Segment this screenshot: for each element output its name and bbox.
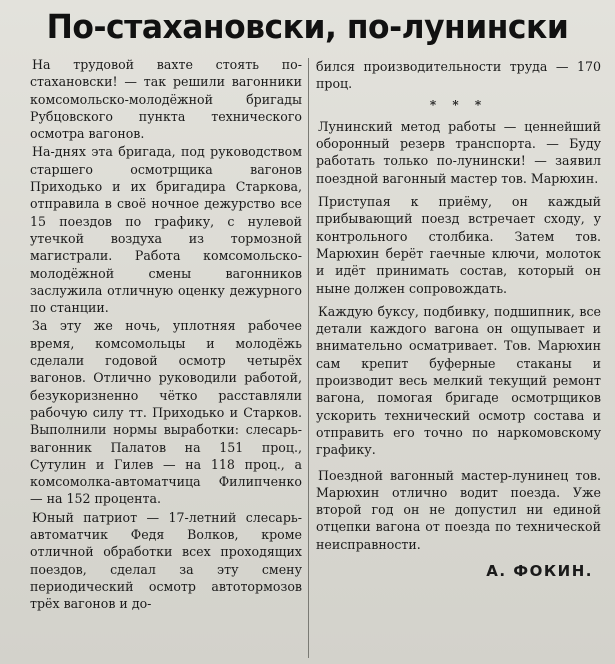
paragraph-continuation: бился производительности труда — 170 проц.: [316, 59, 601, 92]
paragraph: Каждую буксу, подбивку, подшипник, все детали каждого вагона он ощупывает и внимательно осматривает. Тов. Марюхин сам крепит буферные стаканы и производит весь мелкий текущий ремонт вагона, помогая бригаде осмотрщиков ускорить технический осмотр состава и отправить его точно по наркомовскому графику.: [316, 303, 601, 458]
column-divider: [308, 58, 309, 658]
left-column: [30, 56, 302, 613]
paragraph: Юный патриот — 17-летний слесарь-автоматчик Федя Волков, кроме отличной обработки всех проходящих поездов, сделал за эту смену периодический осмотр автотормозов трёх вагонов и до-: [30, 509, 302, 612]
section-separator: * * *: [429, 97, 488, 112]
author-signature: А. ФОКИН.: [486, 562, 593, 581]
paragraph: Приступая к приёму, он каждый прибывающий поезд встречает сходу, у контрольного столбика. Затем тов. Марюхин берёт гаечные ключи, молоток и идёт принимать состав, который он ныне должен сопровождать.: [316, 194, 601, 296]
paragraph: Лунинский метод работы — ценнейший оборонный резерв транспорта. — Буду работать только по-лунински! — заявил поездной вагонный мастер тов. Марюхин.: [316, 118, 601, 186]
paragraph: За эту же ночь, уплотняя рабочее время, комсомольцы и молодёжь сделали годовой осмотр четырёх вагонов. Отлично руководили работой, безукоризненно чётко расставляли рабочую силу тт. Приходько и Старков. Выполнили нормы выработки: слесарь-вагонник Палатов на 151 проц., Сутулин и Гилев — на 118 проц., а комсомолка-автоматчица Филипченко — на 152 процента.: [30, 318, 302, 507]
right-column: [316, 58, 601, 580]
paragraph: На-днях эта бригада, под руководством старшего осмотрщика вагонов Приходько и их бригадира Старкова, отправила в своё ночное дежурство все 15 поездов по графику, с нулевой утечкой воздуха из тормозной магистрали. Работа комсомольско-молодёжной смены вагонников заслужила отличную оценку дежурного по станции.: [30, 144, 302, 316]
article-headline: По-стахановски, по-лунински: [46, 7, 569, 46]
paragraph: На трудовой вахте стоять по-стахановски! — так решили вагонники комсомольско-молодёжной бригады Рубцовского пункта технического осмотра вагонов.: [30, 57, 302, 142]
paragraph: Поездной вагонный мастер-лунинец тов. Марюхин отлично водит поезда. Уже второй год он не допустил ни единой отцепки вагона от поезда по технической неисправности.: [316, 467, 601, 552]
